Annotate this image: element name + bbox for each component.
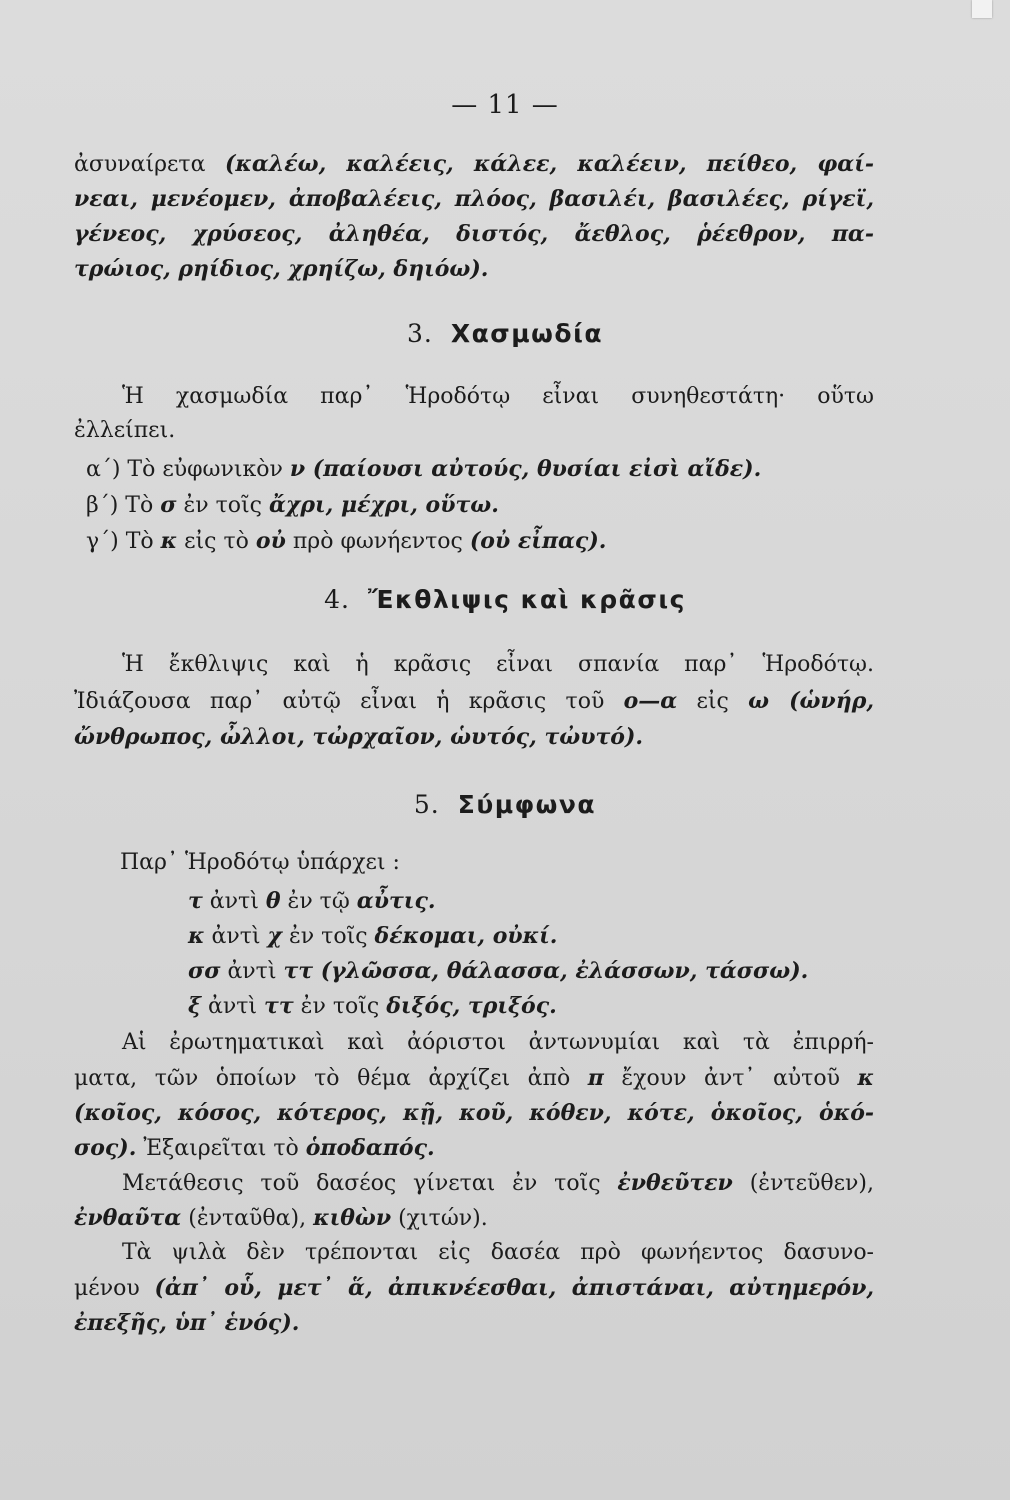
text-span: ματα, τῶν ὁποίων τὸ θέμα ἀρχίζει ἀπὸ [74,1066,588,1091]
bold-span: σσ [188,958,221,984]
text-span: Μετάθεσις τοῦ δασέος γίνεται ἐν τοῖς [122,1171,618,1196]
bold-span: σος). [74,1135,137,1161]
consonant-row-3 [188,954,808,988]
section-title: Χασμωδία [450,319,603,348]
bold-span: δέκομαι, οὐκί. [374,923,558,949]
text-line [74,1201,488,1235]
section-number: 5. [413,790,440,819]
text-span: Ἰδιάζουσα παρ᾽ αὐτῷ εἶναι ἡ κρᾶσις τοῦ [74,689,624,714]
bold-span: κιθὼν [313,1205,392,1231]
bold-span: ο—α [623,688,678,714]
tape-mark [972,0,992,18]
text-line [122,1166,874,1200]
bold-span: ἄχρι, μέχρι, οὕτω. [268,492,499,518]
list-item-b [86,488,499,522]
bold-span: ἐνθεῦτεν [617,1170,733,1196]
bold-span: ττ [264,993,294,1019]
bold-span: κ [857,1065,874,1091]
text-span: Ἐξαιρεῖται τὸ [136,1136,306,1161]
text-span: (ἐνταῦθα), [181,1206,314,1231]
text-line: Ἡ χασμωδία παρ᾽ Ἡροδότῳ εἶναι συνηθεστάτη· οὕτω [122,384,874,409]
bold-span: κ [160,528,178,554]
bold-span: (οὐ εἶπας). [469,528,607,554]
page-number: — 11 — [451,90,559,120]
section-heading-3 [0,319,1010,348]
bold-span: ν (παίουσι αὐτούς, θυσίαι εἰσὶ αἴδε). [289,456,762,482]
section-title: Σύμφωνα [457,790,597,819]
bold-span: οὐ [255,528,286,554]
bold-span: τ [188,888,203,914]
text-line: νεαι, μενέομεν, ἀποβαλέεις, πλόος, βασιλέι, βασιλέες, ρίγεϊ, [74,186,874,212]
list-item-c [86,524,606,558]
section-number: 4. [324,585,350,614]
text-line [74,1061,874,1095]
text-line: ἐλλείπει. [74,418,176,443]
text-span: β΄) Τὸ [86,493,161,518]
bold-span: θ [265,888,281,914]
list-item-a [86,452,761,486]
text-line: Τὰ ψιλὰ δὲν τρέπονται εἰς δασέα πρὸ φωνήεντος δασυνο- [122,1240,874,1265]
text-span: α΄) Τὸ εὐφωνικὸν [86,457,290,482]
text-span: εἰς τὸ [177,529,256,554]
text-span: γ΄) Τὸ [86,529,161,554]
bold-span: ἐνθαῦτα [74,1205,182,1231]
bold-span: ω (ὡνήρ, [748,688,874,714]
consonant-row-1 [188,884,436,918]
text-span: ἐν τοῖς [282,924,375,949]
bold-span: π [587,1065,604,1091]
text-line: ὤνθρωπος, ὦλλοι, τὠρχαῖον, ὡυτός, τὠυτό). [74,724,644,750]
section-heading-5 [0,790,1010,819]
text-span: ἐν τοῖς [293,994,387,1019]
text-line: (κοῖος, κόσος, κότερος, κῇ, κοῦ, κόθεν, κότε, ὁκοῖος, ὁκό- [74,1100,874,1126]
text-span: ἀντὶ [201,994,265,1019]
bold-span: (ἀπ᾽ οὗ, μετ᾽ ἅ, ἀπικνέεσθαι, ἀπιστάναι, αὐτημερόν, [154,1275,875,1301]
bold-span: αὖτις. [356,888,436,914]
text-span: ἐν τοῖς [176,493,269,518]
text-line [74,1271,874,1305]
text-span: πρὸ φωνήεντος [285,529,470,554]
bold-span: (καλέω, καλέεις, κάλεε, καλέειν, πείθεο, φαί- [225,151,874,177]
bold-span: διξός, τριξός. [386,993,557,1019]
text-span: (ἐντεῦθεν), [732,1171,874,1196]
text-span: ἀσυναίρετα [74,152,225,177]
text-line [74,147,874,181]
text-line [74,684,874,718]
text-line: γένεος, χρύσεος, ἀληθέα, διστός, ἄεθλος, ῥέεθρον, πα- [74,221,874,247]
text-span: ἀντὶ [202,889,266,914]
text-line [74,1131,435,1165]
text-line: Αἱ ἐρωτηματικαὶ καὶ ἀόριστοι ἀντωνυμίαι καὶ τὰ ἐπιρρή- [122,1030,874,1055]
text-span: (χιτών). [391,1206,488,1231]
text-line: Παρ᾽ Ἡροδότῳ ὑπάρχει : [120,850,400,875]
text-line: ἐπεξῆς, ὑπ᾽ ἑνός). [74,1310,300,1336]
text-line: τρώιος, ρηίδιος, χρηίζω, δηιόω). [74,256,489,282]
consonant-row-4 [188,989,557,1023]
bold-span: σ [160,492,177,518]
text-span: μένου [74,1276,155,1301]
text-span: ἀντὶ [220,959,284,984]
section-heading-4 [0,585,1010,614]
section-title: Ἔκθλιψις καὶ κρᾶσις [367,585,686,614]
bold-span: ὁποδαπός. [305,1135,435,1161]
bold-span: κ [188,923,205,949]
text-span: ἀντὶ [204,924,268,949]
text-span: ἔχουν ἀντ᾽ αὐτοῦ [603,1066,858,1091]
bold-span: ττ (γλῶσσα, θάλασσα, ἐλάσσων, τάσσω). [283,958,809,984]
text-line: Ἡ ἔκθλιψις καὶ ἡ κρᾶσις εἶναι σπανία παρ᾽ Ἡροδότῳ. [122,652,874,677]
text-span: εἰς [677,689,749,714]
bold-span: ξ [188,993,202,1019]
text-span: ἐν τῷ [280,889,357,914]
consonant-row-2 [188,919,557,953]
section-number: 3. [407,319,433,348]
bold-span: χ [267,923,282,949]
